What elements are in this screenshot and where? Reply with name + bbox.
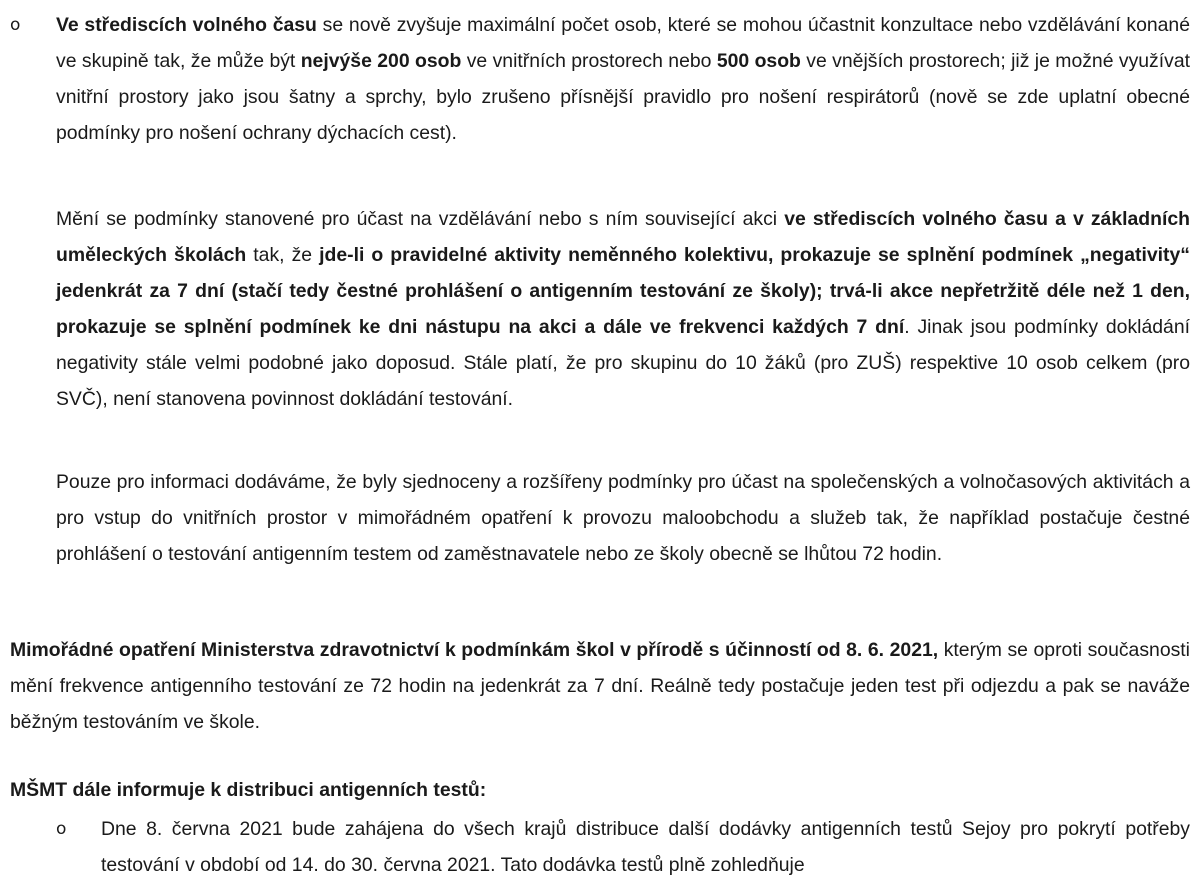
bold-lead: Ve střediscích volného času [56, 14, 317, 36]
heading-text: MŠMT dále informuje k distribuci antigenních testů: [10, 779, 487, 801]
text-span: Dne 8. června 2021 bude zahájena do všech krajů distribuce další dodávky antigenních testů Sejoy pro pokrytí potřeby testování v období od 14. do 30. června 2021. Tato dodávka testů plně zohledňuje [101, 818, 1190, 876]
bullet-marker: o [10, 15, 21, 35]
bullet-marker: o [56, 819, 67, 839]
bullet-distribution [101, 811, 1190, 883]
text-span: kterým se oproti současnosti mění frekvence antigenního testování ze 72 hodin na jedenkrát za 7 dní. Reálně tedy postačuje jeden test při odjezdu a pak se naváže běžným testováním ve škole. [10, 639, 1190, 733]
text-span: se nově zvyšuje maximální počet osob, které se mohou účastnit konzultace nebo vzdělávání konané ve skupině tak, že může být [56, 14, 1190, 72]
paragraph-info [56, 464, 1190, 572]
paragraph-nature-schools [10, 632, 1190, 740]
bold-rules: jde-li o pravidelné aktivity neměnného kolektivu, prokazuje se splnění podmínek „negativity“ jedenkrát za 7 dní (stačí tedy čestné prohlášení o antigenním testování ze školy); trvá-li akce nepřetržitě déle než 1 den, prokazuje se splnění podmínek ke dni nástupu na akci a dále ve frekvenci každých 7 dní [56, 244, 1190, 338]
text-span: ve vnějších prostorech; již je možné využívat vnitřní prostory jako jsou šatny a sprchy, bylo zrušeno přísnější pravidlo pro nošení respirátorů (nově se zde uplatní obecné podmínky pro nošení ochrany dýchacích cest). [56, 50, 1191, 144]
text-span: Mění se podmínky stanovené pro účast na vzdělávání nebo s ním související akci [56, 208, 785, 230]
bold-lead: Mimořádné opatření Ministerstva zdravotnictví k podmínkám škol v přírodě s účinností od 8. 6. 2021, [10, 639, 939, 661]
text-span: ve vnitřních prostorech nebo [461, 50, 717, 72]
paragraph-conditions [56, 201, 1190, 417]
heading-tests [10, 772, 1190, 808]
bullet-svc-capacity [56, 7, 1190, 151]
bold-500: 500 osob [716, 50, 801, 72]
bold-200: nejvýše 200 osob [300, 50, 462, 72]
text-span: Pouze pro informaci dodáváme, že byly sjednoceny a rozšířeny podmínky pro účast na společenských a volnočasových aktivitách a pro vstup do vnitřních prostor v mimořádném opatření k provozu maloobchodu a služeb tak, že například postačuje čestné prohlášení o testování antigenním testem od zaměstnavatele nebo ze školy obecně se lhůtou 72 hodin. [56, 471, 1190, 565]
bold-places: ve střediscích volného času a v základních uměleckých školách [56, 208, 1190, 266]
text-span: . Jinak jsou podmínky dokládání negativity stále velmi podobné jako doposud. Stále platí, že pro skupinu do 10 žáků (pro ZUŠ) respektive 10 osob celkem (pro SVČ), není stanovena povinnost dokládání testování. [56, 316, 1190, 410]
text-span: tak, že [246, 244, 320, 266]
